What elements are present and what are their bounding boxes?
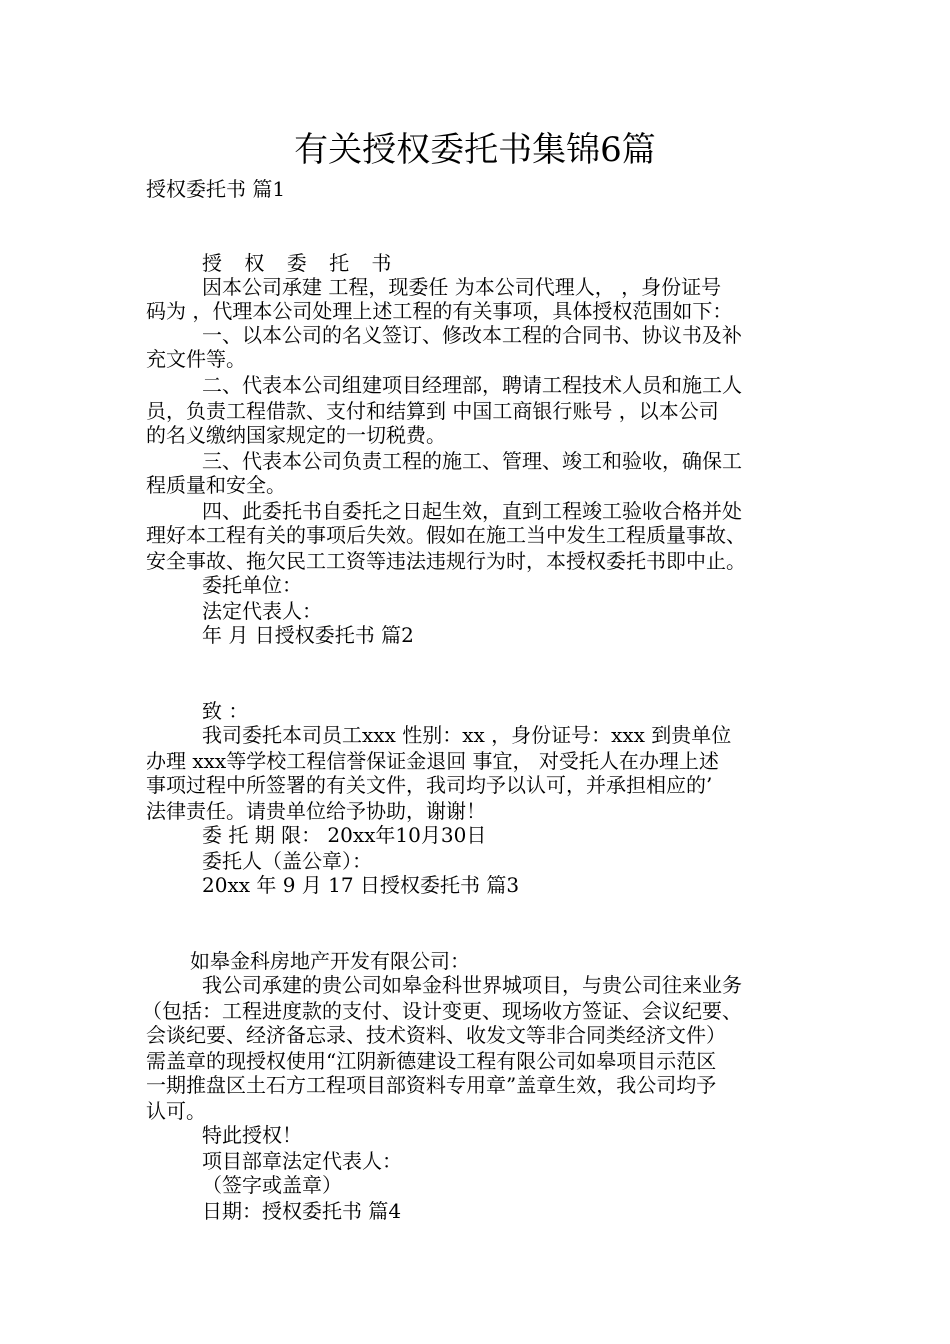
paragraph-line: 的名义缴纳国家规定的一切税费。	[146, 423, 446, 447]
paragraph-line: 年 月 日授权委托书 篇2	[202, 623, 414, 647]
paragraph-line: 员，负责工程借款、支付和结算到 中国工商银行账号 ，以本公司	[146, 399, 719, 423]
paragraph-line: 四、此委托书自委托之日起生效，直到工程竣工验收合格并处	[202, 499, 742, 523]
paragraph-line: （签字或盖章）	[202, 1173, 342, 1197]
section-heading: 授权委托书 篇1	[146, 177, 286, 201]
addressee-line: 如皋金科房地产开发有限公司：	[190, 949, 470, 973]
paragraph-line: 事项过程中所签署的有关文件，我司均予以认可，并承担相应的’	[146, 773, 713, 797]
paragraph-line: 三、代表本公司负责工程的施工、管理、竣工和验收，确保工	[202, 449, 742, 473]
paragraph-line: 一期推盘区土石方工程项目部资料专用章”盖章生效，我公司均予	[146, 1073, 717, 1097]
paragraph-line: 委 托 期 限： 20xx年10月30日	[202, 823, 487, 847]
paragraph-line: 委托单位：	[202, 573, 302, 597]
paragraph-line: 码为 ，代理本公司处理上述工程的有关事项，具体授权范围如下：	[146, 299, 733, 323]
paragraph-line: 因本公司承建 工程，现委任 为本公司代理人， ，身份证号	[202, 275, 722, 299]
paragraph-line: 办理 xxx等学校工程信誉保证金退回 事宜， 对受托人在办理上述	[146, 749, 719, 773]
paragraph-line: 委托人（盖公章）：	[202, 849, 372, 873]
paragraph-line: 特此授权！	[202, 1123, 302, 1147]
paragraph-line: 项目部章法定代表人：	[202, 1149, 402, 1173]
paragraph-line: 需盖章的现授权使用“江阴新德建设工程有限公司如皋项目示范区	[146, 1049, 717, 1073]
paragraph-line: 二、代表本公司组建项目经理部，聘请工程技术人员和施工人	[202, 373, 742, 397]
paragraph-line: 法定代表人：	[202, 599, 322, 623]
paragraph-line: 致 ：	[202, 699, 249, 723]
paragraph-line: 我司委托本司员工xxx 性别：xx ，身份证号：xxx 到贵单位	[202, 723, 732, 747]
paragraph-line: （包括：工程进度款的支付、设计变更、现场收方签证、会议纪要、	[142, 999, 742, 1023]
document-title: 有关授权委托书集锦6篇	[294, 130, 656, 170]
paragraph-line: 安全事故、拖欠民工工资等违法违规行为时，本授权委托书即中止。	[146, 549, 746, 573]
paragraph-line: 理好本工程有关的事项后失效。假如在施工当中发生工程质量事故、	[146, 523, 746, 547]
paragraph-line: 我公司承建的贵公司如皋金科世界城项目，与贵公司往来业务	[202, 973, 742, 997]
paragraph-line: 20xx 年 9 月 17 日授权委托书 篇3	[202, 873, 520, 897]
paragraph-line: 认可。	[146, 1099, 206, 1123]
paragraph-line: 日期：授权委托书 篇4	[202, 1199, 402, 1223]
paragraph-line: 程质量和安全。	[146, 473, 286, 497]
section-subtitle: 授 权 委 托 书	[202, 251, 400, 275]
paragraph-line: 会谈纪要、经济备忘录、技术资料、收发文等非合同类经济文件）	[146, 1023, 726, 1047]
paragraph-line: 一、以本公司的名义签订、修改本工程的合同书、协议书及补	[202, 323, 742, 347]
paragraph-line: 法律责任。请贵单位给予协助，谢谢！	[146, 799, 486, 823]
paragraph-line: 充文件等。	[146, 347, 246, 371]
